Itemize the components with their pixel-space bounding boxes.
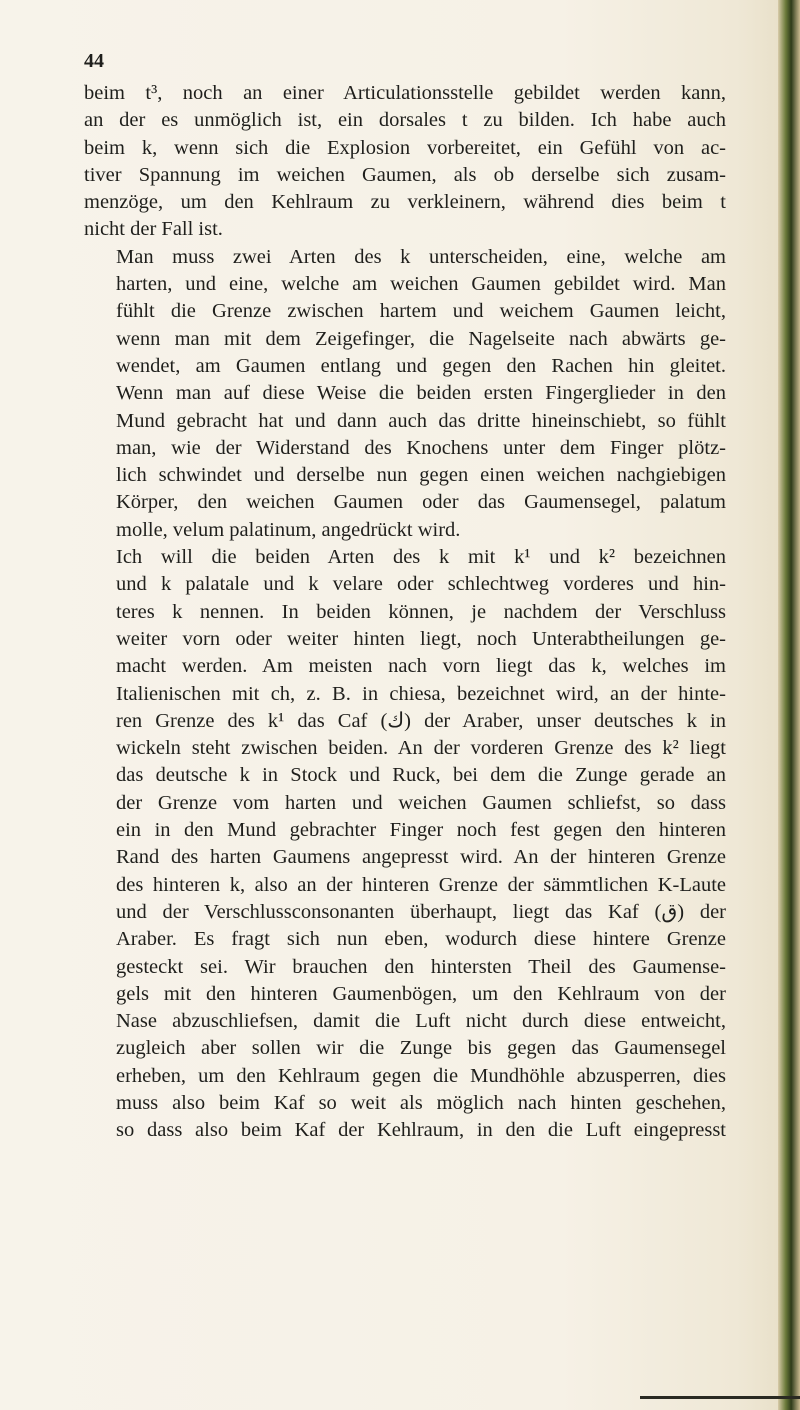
- text-line: teres k nennen. In beiden können, je nachdem der Verschluss: [116, 600, 726, 623]
- text-line: der Grenze vom harten und weichen Gaumen schliefst, so dass: [116, 791, 726, 814]
- text-line: molle, velum palatinum, angedrückt wird.: [116, 518, 461, 541]
- text-line: muss also beim Kaf so weit als möglich nach hinten geschehen,: [116, 1091, 726, 1114]
- text-line: beim t³, noch an einer Articulationsstelle gebildet werden kann,: [84, 82, 726, 104]
- page-number: 44: [84, 50, 104, 72]
- text-line: gesteckt sei. Wir brauchen den hintersten Theil des Gaumense-: [116, 955, 726, 978]
- body-text: [84, 80, 726, 1145]
- text-line: wenn man mit dem Zeigefinger, die Nagelseite nach abwärts ge-: [116, 327, 726, 350]
- text-line: weiter vorn oder weiter hinten liegt, noch Unterabtheilungen ge-: [116, 627, 726, 650]
- text-line: zugleich aber sollen wir die Zunge bis gegen das Gaumensegel: [116, 1037, 726, 1060]
- text-line: fühlt die Grenze zwischen hartem und weichem Gaumen leicht,: [116, 300, 726, 323]
- text-line: Rand des harten Gaumens angepresst wird. An der hinteren Grenze: [116, 846, 726, 869]
- text-line: so dass also beim Kaf der Kehlraum, in den die Luft eingepresst: [116, 1119, 726, 1142]
- text-line: an der es unmöglich ist, ein dorsales t zu bilden. Ich habe auch: [84, 109, 726, 132]
- text-line: und k palatale und k velare oder schlechtweg vorderes und hin-: [116, 573, 726, 596]
- paragraph-3: [84, 544, 726, 1145]
- text-line: Wenn man auf diese Weise die beiden ersten Fingerglieder in den: [116, 382, 726, 405]
- text-line: das deutsche k in Stock und Ruck, bei dem die Zunge gerade an: [116, 764, 726, 787]
- text-line: menzöge, um den Kehlraum zu verkleinern, während dies beim t: [84, 191, 726, 214]
- text-line: macht werden. Am meisten nach vorn liegt das k, welches im: [116, 655, 726, 678]
- book-spine-edge: [778, 0, 800, 1410]
- text-line: Man muss zwei Arten des k unterscheiden, eine, welche am: [116, 245, 726, 268]
- text-line: wickeln steht zwischen beiden. An der vorderen Grenze des k² liegt: [116, 737, 726, 760]
- text-line: man, wie der Widerstand des Knochens unter dem Finger plötz-: [116, 436, 726, 459]
- text-line: wendet, am Gaumen entlang und gegen den Rachen hin gleitet.: [116, 354, 726, 377]
- text-line: Italienischen mit ch, z. B. in chiesa, bezeichnet wird, an der hinte-: [116, 682, 726, 705]
- text-line: erheben, um den Kehlraum gegen die Mundhöhle abzusperren, dies: [116, 1064, 726, 1087]
- text-line: Nase abzuschliefsen, damit die Luft nicht durch diese entweicht,: [116, 1010, 726, 1033]
- paragraph-1: [84, 80, 726, 244]
- text-line: und der Verschlussconsonanten überhaupt, liegt das Kaf (ق) der: [116, 900, 726, 923]
- text-line: lich schwindet und derselbe nun gegen einen weichen nachgiebigen: [116, 464, 726, 487]
- text-line: tiver Spannung im weichen Gaumen, als ob derselbe sich zusam-: [84, 163, 726, 186]
- text-line: Ich will die beiden Arten des k mit k¹ und k² bezeichnen: [116, 546, 726, 569]
- text-line: ren Grenze des k¹ das Caf (ك) der Araber, unser deutsches k in: [116, 709, 726, 732]
- text-line: Körper, den weichen Gaumen oder das Gaumensegel, palatum: [116, 491, 726, 514]
- text-line: Mund gebracht hat und dann auch das dritte hineinschiebt, so fühlt: [116, 409, 726, 432]
- text-line: ein in den Mund gebrachter Finger noch fest gegen den hinteren: [116, 819, 726, 842]
- text-line: nicht der Fall ist.: [84, 218, 223, 241]
- text-line: gels mit den hinteren Gaumenbögen, um den Kehlraum von der: [116, 982, 726, 1005]
- text-line: harten, und eine, welche am weichen Gaumen gebildet wird. Man: [116, 273, 726, 296]
- text-line: beim k, wenn sich die Explosion vorbereitet, ein Gefühl von ac-: [84, 136, 726, 159]
- bottom-rule: [640, 1396, 800, 1399]
- paragraph-2: [84, 244, 726, 544]
- text-line: Araber. Es fragt sich nun eben, wodurch diese hintere Grenze: [116, 928, 726, 951]
- text-line: des hinteren k, also an der hinteren Grenze der sämmtlichen K-Laute: [116, 873, 726, 896]
